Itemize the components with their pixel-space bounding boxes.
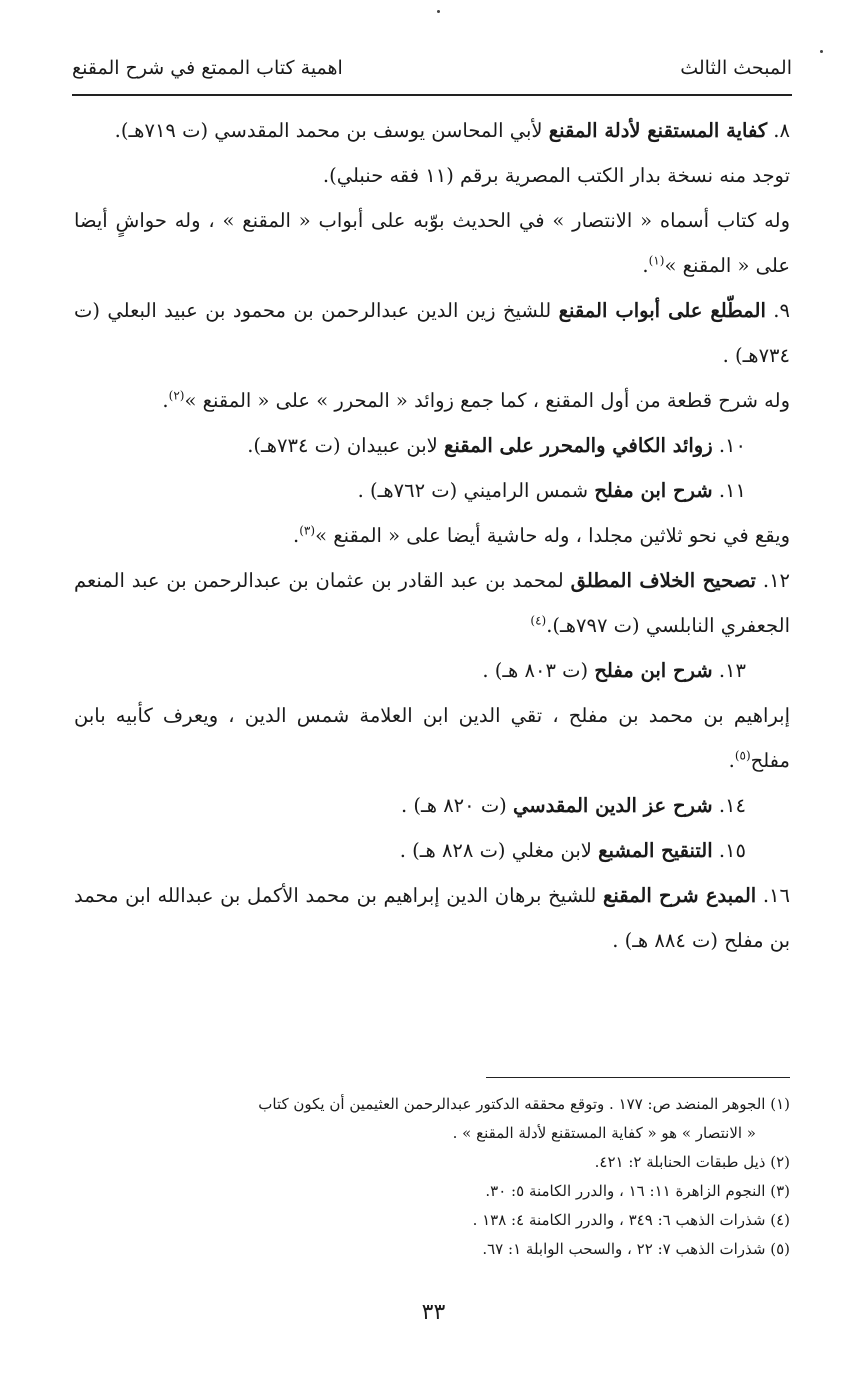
paragraph-note: توجد منه نسخة بدار الكتب المصرية برقم (١١ فقه حنبلي). — [322, 164, 790, 187]
footnote-1: (١) الجوهر المنضد ص: ١٧٧ . وتوقع محققه الدكتور عبدالرحمن العثيمين أن يكون كتاب — [258, 1095, 790, 1113]
paragraph-note: إبراهيم بن محمد بن مفلح ، تقي الدين ابن العلامة شمس الدين ، ويعرف كأبيه بابن مفلح$^{(٥)}$. — [74, 704, 790, 772]
list-item-14: ١٤. شرح عز الدين المقدسي (ت ٨٢٠ هـ) . — [401, 794, 746, 817]
list-item-10: ١٠. زوائد الكافي والمحرر على المقنع لابن عبيدان (ت ٧٣٤هـ). — [247, 434, 746, 457]
scan-speck — [437, 10, 440, 13]
chapter-title: المبحث الثالث — [680, 57, 792, 79]
scan-speck — [820, 50, 823, 53]
footnote-5: (٥) شذرات الذهب ٧: ٢٢ ، والسحب الوابلة ١: ٦٧. — [482, 1240, 790, 1258]
page-number: ٣٣ — [421, 1300, 446, 1325]
list-item-16: ١٦. المبدع شرح المقنع للشيخ برهان الدين إبراهيم بن محمد الأكمل بن عبدالله ابن محمد بن مفلح (ت ٨٨٤ هـ) . — [74, 884, 790, 952]
footnote-1-continued: « الانتصار » هو « كفاية المستقنع لأدلة المقنع » . — [452, 1124, 756, 1142]
list-item-9: ٩. المطّلع على أبواب المقنع للشيخ زين الدين عبدالرحمن بن محمود بن عبيد البعلي (ت ٧٣٤هـ) . — [74, 299, 790, 367]
list-item-12: ١٢. تصحيح الخلاف المطلق لمحمد بن عبد القادر بن عثمان بن عبدالرحمن بن عبد المنعم الجعفري النابلسي (ت ٧٩٧هـ).$^{(٤)}$ — [74, 569, 791, 637]
footnotes — [74, 1090, 790, 1264]
list-item-13: ١٣. شرح ابن مفلح (ت ٨٠٣ هـ) . — [482, 659, 746, 682]
footnote-4: (٤) شذرات الذهب ٦: ٣٤٩ ، والدرر الكامنة ٤: ١٣٨ . — [472, 1211, 790, 1229]
paragraph-note: وله كتاب أسماه « الانتصار » في الحديث بوّبه على أبواب « المقنع » ، وله حواشٍ أيضا على « المقنع »$^{(١)}$. — [74, 209, 790, 277]
paragraph-note: ويقع في نحو ثلاثين مجلدا ، وله حاشية أيضا على « المقنع »$^{(٣)}$. — [293, 523, 790, 547]
footnote-ref: (٤) — [530, 613, 547, 628]
footnote-3: (٣) النجوم الزاهرة ١١: ١٦ ، والدرر الكامنة ٥: ٣٠. — [485, 1182, 790, 1200]
list-item-11: ١١. شرح ابن مفلح شمس الراميني (ت ٧٦٢هـ) . — [357, 479, 746, 502]
header-divider — [72, 94, 792, 96]
main-text — [74, 108, 790, 963]
footnote-ref: (٣) — [299, 523, 316, 538]
running-header — [72, 40, 792, 96]
footnote-divider — [486, 1077, 790, 1078]
footnote-2: (٢) ذيل طبقات الحنابلة ٢: ٤٢١. — [594, 1153, 790, 1171]
footnote-ref: (٢) — [168, 388, 185, 403]
paragraph-note: وله شرح قطعة من أول المقنع ، كما جمع زوائد « المحرر » على « المقنع »$^{(٢)}$. — [162, 388, 790, 412]
list-item-8: ٨. كفاية المستقنع لأدلة المقنع لأبي المحاسن يوسف بن محمد المقدسي (ت ٧١٩هـ). — [114, 119, 790, 142]
book-topic-title: اهمية كتاب الممتع في شرح المقنع — [72, 57, 343, 79]
footnote-ref: (١) — [648, 253, 665, 268]
footnote-ref: (٥) — [734, 748, 751, 763]
list-item-15: ١٥. التنقيح المشبع لابن مغلي (ت ٨٢٨ هـ) . — [399, 839, 746, 862]
